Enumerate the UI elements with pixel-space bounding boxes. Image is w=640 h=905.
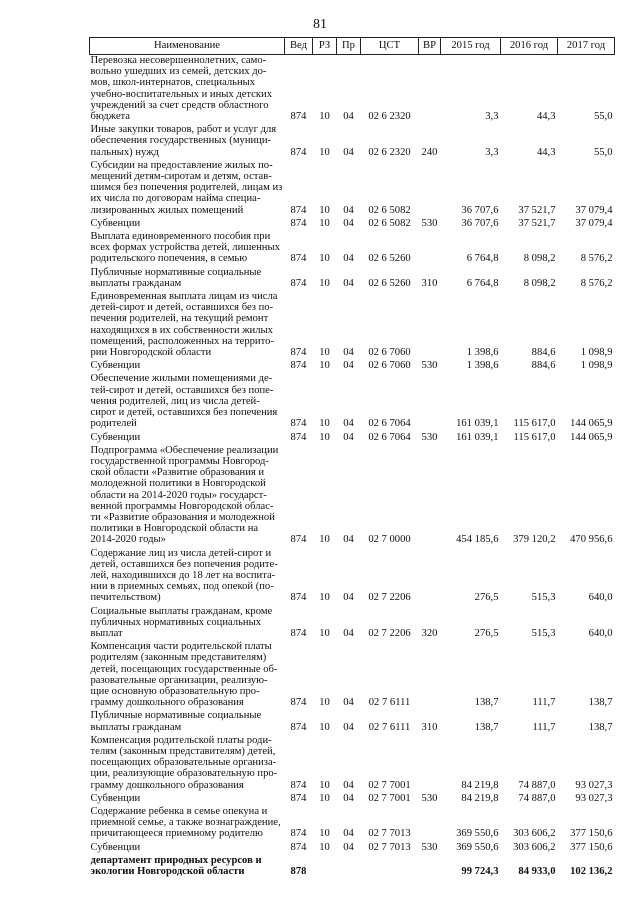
- row-ved: 874: [290, 277, 307, 289]
- row-amount-2015: 369 550,6: [456, 841, 499, 853]
- row-rz: 10: [319, 792, 330, 804]
- row-cst: 02 6 7060: [368, 360, 411, 372]
- header-2016: 2016 год: [501, 38, 558, 55]
- table-row: [90, 432, 615, 445]
- row-cst: 02 7 6111: [368, 721, 411, 733]
- row-ved: 874: [290, 347, 307, 359]
- row-amount-2015: 6 764,8: [466, 253, 499, 265]
- row-name: Субвенции: [90, 360, 141, 372]
- header-vr: ВР: [419, 38, 441, 55]
- row-vr: [419, 291, 441, 360]
- row-name: Субвенции: [90, 841, 141, 853]
- table-row: [90, 641, 615, 710]
- row-pr: [337, 855, 361, 879]
- row-amount-2015: 3,3: [485, 111, 499, 123]
- row-vr: 320: [421, 627, 438, 639]
- table-row: [90, 710, 615, 734]
- row-amount-2017: 102 136,2: [570, 866, 613, 878]
- row-vr: [419, 55, 441, 125]
- header-cst: ЦСТ: [361, 38, 419, 55]
- row-pr: 04: [343, 792, 354, 804]
- row-cst: 02 6 7064: [368, 431, 411, 443]
- row-name: Компенсация части родительской платы родителям (законным представителям) детей, посещающих государственные об-разовательные организации, реализую-щие основную образовательную про-грамму дошкольного образования: [90, 641, 278, 709]
- row-name: Содержание лиц из числа детей-сирот и детей, оставшихся без попечения родите-лей, находившихся до 18 лет на воспита-нии в приемных семьях, под опекой (по-печительством): [90, 547, 278, 604]
- row-name: Перевозка несовершеннолетних, само-вольно ушедших из семей, детских до-мов, школ-интернатов, специальных учебно-воспитательных и иных детских учреждений за счет средств областного бюджета: [90, 55, 272, 123]
- row-amount-2015: 454 185,6: [456, 534, 499, 546]
- row-name: Публичные нормативные социальные выплаты гражданам: [90, 266, 262, 289]
- row-pr: 04: [343, 627, 354, 639]
- row-amount-2015: 84 219,8: [461, 792, 499, 804]
- row-rz: 10: [319, 360, 330, 372]
- row-vr: [419, 806, 441, 842]
- row-amount-2017: 144 065,9: [570, 418, 613, 430]
- row-ved: 874: [290, 111, 307, 123]
- row-amount-2016: 44,3: [536, 146, 556, 158]
- table-body: [90, 55, 615, 880]
- row-amount-2017: 640,0: [588, 627, 613, 639]
- row-rz: 10: [319, 592, 330, 604]
- row-ved: 874: [290, 828, 307, 840]
- row-amount-2016: 74 887,0: [518, 792, 556, 804]
- row-name: Подпрограмма «Обеспечение реализации государственной программы Новгород-ской области «Развитие образования и молодежной политики в Новгородской области на 2014-2020 годы» государст-венной программы Новгородской облас-ти «Развитие образования и молодежной политики в Новгородской области на 2014-2020 годы»: [90, 444, 279, 546]
- row-amount-2017: 55,0: [593, 146, 613, 158]
- table-row: [90, 124, 615, 160]
- row-amount-2017: 1 098,9: [580, 360, 613, 372]
- row-amount-2015: 161 039,1: [456, 431, 499, 443]
- row-amount-2017: 470 956,6: [570, 534, 613, 546]
- header-name: Наименование: [90, 38, 285, 55]
- row-ved: 874: [290, 721, 307, 733]
- row-ved: 874: [290, 360, 307, 372]
- row-vr: [419, 735, 441, 793]
- row-amount-2017: 138,7: [588, 697, 613, 709]
- row-pr: 04: [343, 592, 354, 604]
- row-rz: 10: [319, 721, 330, 733]
- row-amount-2015: 161 039,1: [456, 418, 499, 430]
- row-amount-2017: 55,0: [593, 111, 613, 123]
- row-amount-2015: 99 724,3: [461, 866, 499, 878]
- row-amount-2017: 1 098,9: [580, 347, 613, 359]
- row-vr: 310: [421, 721, 438, 733]
- row-pr: 04: [343, 277, 354, 289]
- row-amount-2016: 37 521,7: [518, 204, 556, 216]
- row-vr: [419, 548, 441, 606]
- row-pr: 04: [343, 721, 354, 733]
- row-rz: 10: [319, 418, 330, 430]
- row-amount-2017: 93 027,3: [575, 792, 613, 804]
- row-vr: 310: [421, 277, 438, 289]
- page-number: 81: [313, 17, 327, 32]
- row-amount-2016: 111,7: [532, 721, 556, 733]
- row-amount-2015: 276,5: [474, 627, 499, 639]
- row-ved: 874: [290, 697, 307, 709]
- row-ved: 874: [290, 146, 307, 158]
- row-name: Единовременная выплата лицам из числа детей-сирот и детей, оставшихся без по-печения родителей, на текущий ремонт находящихся в их собственности жилых помещений, расположенных на террито-рии Новгородской области: [90, 291, 278, 359]
- budget-table: [89, 37, 615, 879]
- table-row: [90, 548, 615, 606]
- row-rz: 10: [319, 779, 330, 791]
- row-name: Компенсация родительской платы роди-телям (законным представителям) детей, посещающих образовательные организа-ции, реализующие образовательную про-грамму дошкольного образования: [90, 734, 278, 791]
- row-amount-2015: 369 550,6: [456, 828, 499, 840]
- row-amount-2015: 138,7: [474, 721, 499, 733]
- row-ved: 874: [290, 204, 307, 216]
- row-rz: 10: [319, 111, 330, 123]
- row-rz: 10: [319, 217, 330, 229]
- table-row: [90, 373, 615, 431]
- row-rz: 10: [319, 253, 330, 265]
- row-vr: 240: [421, 146, 438, 158]
- row-cst: 02 7 7001: [368, 792, 411, 804]
- row-amount-2017: 138,7: [588, 721, 613, 733]
- row-cst: [361, 855, 419, 879]
- row-ved: 874: [290, 841, 307, 853]
- row-cst: 02 6 2320: [368, 111, 411, 123]
- row-ved: 874: [290, 627, 307, 639]
- row-cst: 02 6 2320: [368, 146, 411, 158]
- row-rz: 10: [319, 828, 330, 840]
- row-pr: 04: [343, 217, 354, 229]
- row-pr: 04: [343, 111, 354, 123]
- header-pr: Пр: [337, 38, 361, 55]
- row-vr: [419, 160, 441, 218]
- row-amount-2015: 36 707,6: [461, 204, 499, 216]
- row-amount-2015: 3,3: [485, 146, 499, 158]
- row-rz: 10: [319, 627, 330, 639]
- header-ved: Вед: [285, 38, 313, 55]
- table-row: [90, 793, 615, 806]
- row-amount-2015: 276,5: [474, 592, 499, 604]
- row-rz: 10: [319, 347, 330, 359]
- row-amount-2016: 884,6: [531, 347, 556, 359]
- row-cst: 02 7 0000: [368, 534, 411, 546]
- row-cst: 02 6 7064: [368, 418, 411, 430]
- row-name: Содержание ребенка в семье опекуна и приемной семье, а также вознаграждение, причитающееся приемному родителю: [90, 806, 281, 840]
- row-pr: 04: [343, 253, 354, 265]
- table-row: [90, 218, 615, 231]
- row-cst: 02 7 7001: [368, 779, 411, 791]
- table-row: [90, 445, 615, 548]
- row-pr: 04: [343, 360, 354, 372]
- row-amount-2016: 115 617,0: [513, 431, 556, 443]
- row-amount-2015: 1 398,6: [466, 360, 499, 372]
- header-2017: 2017 год: [558, 38, 615, 55]
- row-rz: 10: [319, 534, 330, 546]
- row-amount-2016: 74 887,0: [518, 779, 556, 791]
- row-name: Публичные нормативные социальные выплаты гражданам: [90, 710, 262, 733]
- row-cst: 02 7 2206: [368, 592, 411, 604]
- row-vr: 530: [421, 217, 438, 229]
- table-row: [90, 806, 615, 842]
- row-pr: 04: [343, 534, 354, 546]
- row-pr: 04: [343, 146, 354, 158]
- row-vr: [419, 231, 441, 267]
- row-ved: 874: [290, 253, 307, 265]
- row-pr: 04: [343, 841, 354, 853]
- row-rz: [313, 855, 337, 879]
- row-vr: 530: [421, 431, 438, 443]
- row-ved: 874: [290, 217, 307, 229]
- row-vr: 530: [421, 792, 438, 804]
- row-rz: 10: [319, 697, 330, 709]
- row-rz: 10: [319, 146, 330, 158]
- table-row: [90, 231, 615, 267]
- row-name: Субвенции: [90, 792, 141, 804]
- row-amount-2016: 884,6: [531, 360, 556, 372]
- row-amount-2016: 379 120,2: [513, 534, 556, 546]
- row-amount-2015: 36 707,6: [461, 217, 499, 229]
- row-name: Обеспечение жилыми помещениями де-тей-сирот и детей, оставшихся без попе-чения родителей, лиц из числа детей-сирот и детей, оставшихся без попечения родителей: [90, 373, 278, 430]
- header-rz: РЗ: [313, 38, 337, 55]
- row-pr: 04: [343, 418, 354, 430]
- row-name: Субсидии на предоставление жилых по-мещений детям-сиротам и детям, остав-шимся без попечения родителей, лицам из их числа по договорам найма специа-лизированных жилых помещений: [90, 159, 283, 216]
- row-amount-2017: 8 576,2: [580, 277, 613, 289]
- row-ved: 874: [290, 431, 307, 443]
- row-amount-2016: 303 606,2: [513, 828, 556, 840]
- row-amount-2016: 8 098,2: [523, 277, 556, 289]
- table-row: [90, 360, 615, 373]
- row-amount-2015: 1 398,6: [466, 347, 499, 359]
- row-ved: 874: [290, 418, 307, 430]
- row-amount-2016: 115 617,0: [513, 418, 556, 430]
- row-cst: 02 6 5082: [368, 204, 411, 216]
- row-ved: 874: [290, 779, 307, 791]
- row-pr: 04: [343, 431, 354, 443]
- table-header-row: [90, 38, 615, 55]
- table-row: [90, 291, 615, 360]
- row-amount-2016: 303 606,2: [513, 841, 556, 853]
- row-amount-2017: 37 079,4: [575, 217, 613, 229]
- table-row: [90, 855, 615, 879]
- header-2015: 2015 год: [441, 38, 501, 55]
- row-amount-2016: 8 098,2: [523, 253, 556, 265]
- row-vr: [419, 373, 441, 431]
- table-row: [90, 267, 615, 291]
- table-row: [90, 842, 615, 855]
- row-vr: [419, 445, 441, 548]
- row-vr: 530: [421, 360, 438, 372]
- row-pr: 04: [343, 347, 354, 359]
- row-ved: 874: [290, 592, 307, 604]
- row-rz: 10: [319, 841, 330, 853]
- row-amount-2017: 93 027,3: [575, 779, 613, 791]
- row-amount-2016: 515,3: [531, 627, 556, 639]
- row-name: Субвенции: [90, 217, 141, 229]
- row-cst: 02 7 6111: [368, 697, 411, 709]
- row-vr: [419, 855, 441, 879]
- row-vr: [419, 641, 441, 710]
- row-name: Выплата единовременного пособия при всех формах устройства детей, лишенных родительского попечения, в семью: [90, 231, 280, 265]
- row-name: департамент природных ресурсов и экологии Новгородской области: [90, 854, 262, 878]
- row-amount-2015: 138,7: [474, 697, 499, 709]
- row-cst: 02 7 2206: [368, 627, 411, 639]
- row-amount-2017: 8 576,2: [580, 253, 613, 265]
- row-amount-2017: 37 079,4: [575, 204, 613, 216]
- row-amount-2015: 6 764,8: [466, 277, 499, 289]
- row-cst: 02 7 7013: [368, 841, 411, 853]
- row-amount-2017: 640,0: [588, 592, 613, 604]
- row-rz: 10: [319, 277, 330, 289]
- row-cst: 02 6 5260: [368, 253, 411, 265]
- row-amount-2016: 84 933,0: [518, 866, 556, 878]
- row-amount-2017: 377 150,6: [570, 841, 613, 853]
- row-amount-2015: 84 219,8: [461, 779, 499, 791]
- row-amount-2017: 144 065,9: [570, 431, 613, 443]
- row-cst: 02 6 5082: [368, 217, 411, 229]
- row-name: Иные закупки товаров, работ и услуг для обеспечения государственных (муници-пальных) нужд: [90, 124, 277, 158]
- row-cst: 02 6 5260: [368, 277, 411, 289]
- row-ved: 878: [290, 866, 307, 878]
- row-amount-2016: 111,7: [532, 697, 556, 709]
- row-rz: 10: [319, 204, 330, 216]
- row-cst: 02 7 7013: [368, 828, 411, 840]
- table-row: [90, 55, 615, 125]
- row-pr: 04: [343, 204, 354, 216]
- table-row: [90, 160, 615, 218]
- row-name: Социальные выплаты гражданам, кроме публичных нормативных социальных выплат: [90, 605, 273, 639]
- row-amount-2016: 37 521,7: [518, 217, 556, 229]
- table-row: [90, 606, 615, 642]
- row-cst: 02 6 7060: [368, 347, 411, 359]
- row-amount-2016: 44,3: [536, 111, 556, 123]
- row-pr: 04: [343, 828, 354, 840]
- row-pr: 04: [343, 779, 354, 791]
- row-amount-2016: 515,3: [531, 592, 556, 604]
- row-rz: 10: [319, 431, 330, 443]
- row-vr: 530: [421, 841, 438, 853]
- row-pr: 04: [343, 697, 354, 709]
- row-ved: 874: [290, 792, 307, 804]
- table-row: [90, 735, 615, 793]
- row-name: Субвенции: [90, 431, 141, 443]
- row-amount-2017: 377 150,6: [570, 828, 613, 840]
- row-ved: 874: [290, 534, 307, 546]
